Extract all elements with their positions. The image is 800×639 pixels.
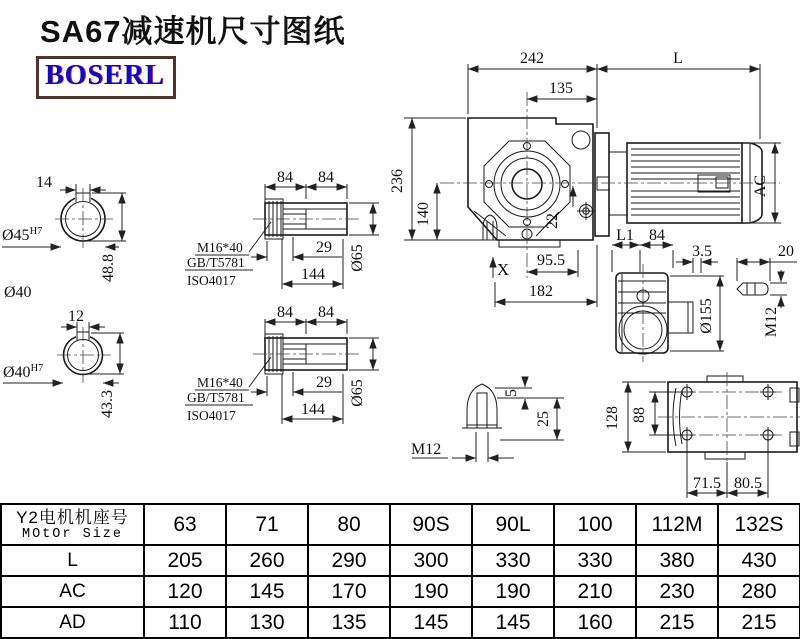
table-cell: 260 [226,545,308,576]
column-header: 112M [636,504,718,545]
column-header: 100 [554,504,636,545]
side-dim-20: 20 [778,243,794,260]
dim-242: 242 [520,50,544,67]
main-view [389,50,781,307]
column-header: 63 [144,504,226,545]
bore-bottom-width: 12 [68,308,84,325]
column-header: 71 [226,504,308,545]
shaft-dim-29: 29 [316,239,332,256]
row-label: AC [1,576,144,607]
shaft-bolt-spec: M16*40 [197,240,243,255]
page-title: SA67减速机尺寸图纸 [40,14,346,49]
table-cell: 290 [308,545,390,576]
bore-bottom-height: 43.3 [99,390,116,418]
table-cell: 145 [472,607,554,638]
dim-L: L [673,50,683,67]
header-label-en: MOtOr Size [21,526,123,542]
bore-bottom-dia-label: $Ø40^{H7}$ [3,363,44,381]
table-cell: 380 [636,545,718,576]
label-X: X [496,260,510,279]
shaft-dim-dia: Ø65 [349,244,366,272]
shaft-standard-2: ISO4017 [187,273,236,288]
table-cell: 280 [718,576,800,607]
table-cell: 120 [144,576,226,607]
shaft-dim-84-left: 84 [277,169,293,186]
plug-label-M12: M12 [411,441,442,458]
side-dim-3-5: 3.5 [692,243,712,260]
shaft-dim-144: 144 [301,266,325,283]
table-cell: 190 [390,576,472,607]
dim-22: 22 [544,213,561,229]
dimension-table [0,503,800,639]
bottom-dim-71-5: 71.5 [693,475,721,492]
shaft-dim-84-right: 84 [318,169,334,186]
table-cell: 145 [226,576,308,607]
table-row-L [1,545,800,576]
bottom-dim-80-5: 80.5 [734,475,762,492]
column-header: 90S [390,504,472,545]
dim-AC: AC [752,174,769,198]
table-row-AC [1,576,800,607]
side-view [612,227,797,362]
bore-top-dia-label: $Ø45^{H7}$ [2,226,43,244]
table-cell: 300 [390,545,472,576]
bore-view-bottom [3,308,124,418]
bore-top-height: 48.8 [100,254,117,282]
header-label-cn: Y2电机机座号 [16,507,129,527]
table-cell: 330 [554,545,636,576]
table-cell: 215 [718,607,800,638]
dim-140: 140 [415,202,432,226]
table-header-row [1,504,800,545]
table-cell: 160 [554,607,636,638]
plug-view [411,377,564,462]
table-cell: 145 [390,607,472,638]
brand-logo: BOSERL [36,56,176,99]
plug-dim-5: 5 [503,389,520,397]
bottom-dim-88: 88 [631,407,648,423]
table-cell: 170 [308,576,390,607]
table-cell: 230 [636,576,718,607]
table-cell: 190 [472,576,554,607]
table-cell: 135 [308,607,390,638]
table-header-motor-size [1,504,144,545]
table-cell: 330 [472,545,554,576]
dim-95-5: 95.5 [537,252,565,269]
column-header: 132S [718,504,800,545]
row-label: AD [1,607,144,638]
shaft-standard-1: GB/T5781 [187,255,245,270]
side-dim-M12: M12 [763,306,780,338]
table-cell: 210 [554,576,636,607]
side-dim-L1: L1 [616,227,634,244]
table-cell: 215 [636,607,718,638]
bottom-view [604,372,800,498]
table-cell: 130 [226,607,308,638]
label-phi40: Ø40 [4,284,32,301]
table-cell: 430 [718,545,800,576]
row-label: L [1,545,144,576]
dim-182: 182 [529,283,553,300]
bore-view-top [2,174,126,282]
plug-dim-25: 25 [535,411,552,427]
dim-236: 236 [389,169,406,193]
dim-135: 135 [549,80,573,97]
table-cell: 205 [144,545,226,576]
bottom-dim-128: 128 [604,406,621,430]
column-header: 90L [472,504,554,545]
column-header: 80 [308,504,390,545]
side-dim-84: 84 [649,227,665,244]
table-row-AD [1,607,800,638]
side-dim-dia: Ø155 [698,298,715,334]
shaft-section-view [185,169,379,289]
bore-top-width: 14 [36,174,52,191]
table-cell: 110 [144,607,226,638]
